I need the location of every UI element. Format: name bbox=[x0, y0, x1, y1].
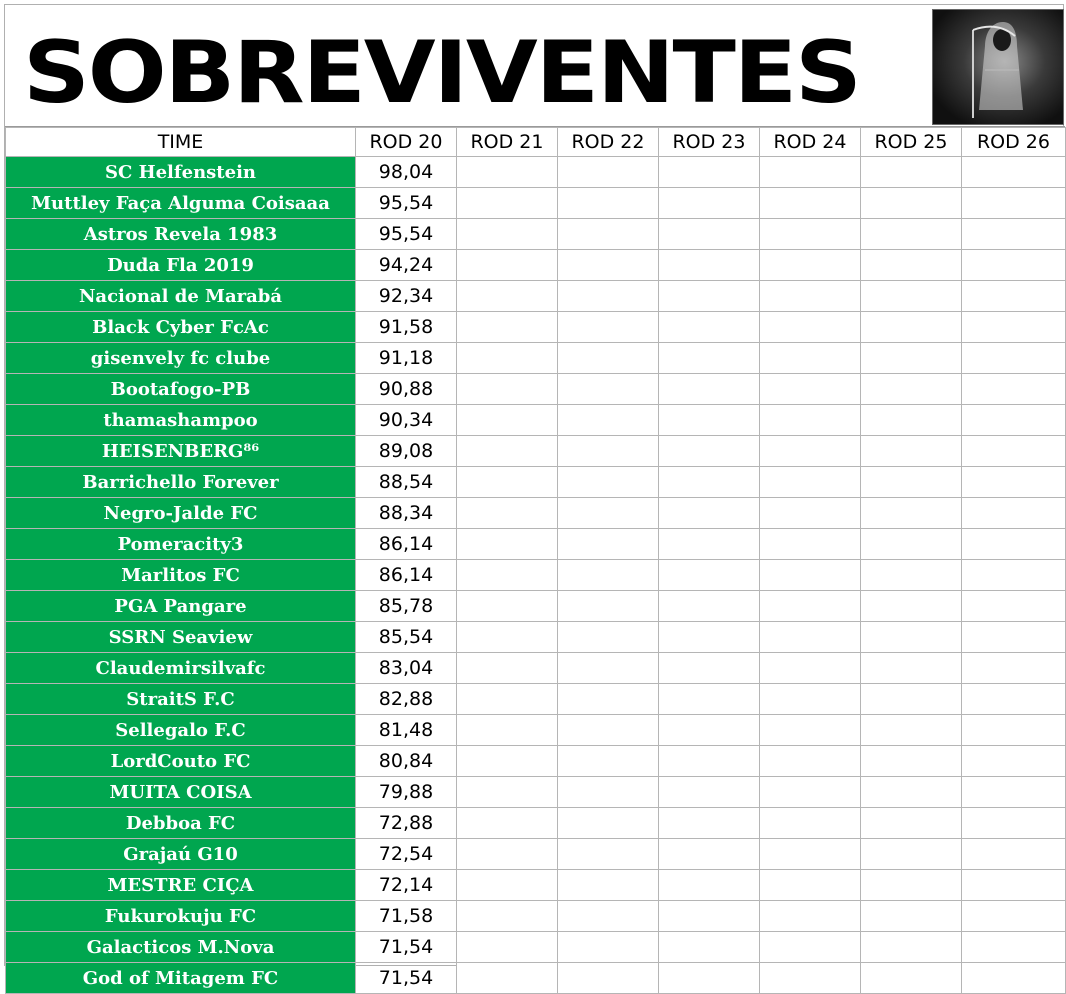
rod24-score-cell bbox=[760, 932, 861, 963]
rod26-score-cell bbox=[962, 839, 1066, 870]
rod21-score-cell bbox=[457, 715, 558, 746]
rod26-score-cell bbox=[962, 963, 1066, 994]
team-name-cell: Bootafogo-PB bbox=[6, 374, 356, 405]
rod24-score-cell bbox=[760, 963, 861, 994]
rod24-score-cell bbox=[760, 529, 861, 560]
table-row bbox=[6, 684, 1066, 715]
rod20-score-cell: 91,18 bbox=[356, 343, 457, 374]
rod25-score-cell bbox=[861, 839, 962, 870]
rod23-score-cell bbox=[659, 715, 760, 746]
rod20-score-cell: 71,54 bbox=[356, 932, 457, 963]
table-row bbox=[6, 529, 1066, 560]
rod26-score-cell bbox=[962, 746, 1066, 777]
table-row bbox=[6, 312, 1066, 343]
team-name-cell: Sellegalo F.C bbox=[6, 715, 356, 746]
rod23-score-cell bbox=[659, 498, 760, 529]
rod22-score-cell bbox=[558, 932, 659, 963]
rod23-score-cell bbox=[659, 405, 760, 436]
rod24-score-cell bbox=[760, 808, 861, 839]
rod20-score-cell: 95,54 bbox=[356, 188, 457, 219]
rod20-score-cell: 89,08 bbox=[356, 436, 457, 467]
team-name-cell: SC Helfenstein bbox=[6, 157, 356, 188]
rod22-score-cell bbox=[558, 219, 659, 250]
grim-reaper-icon bbox=[933, 10, 1063, 124]
rod21-score-cell bbox=[457, 529, 558, 560]
rod23-score-cell bbox=[659, 684, 760, 715]
rod20-score-cell: 85,54 bbox=[356, 622, 457, 653]
column-header-time: TIME bbox=[6, 128, 356, 157]
rod20-score-cell: 71,54 bbox=[356, 963, 457, 994]
rod24-score-cell bbox=[760, 498, 861, 529]
rod21-score-cell bbox=[457, 901, 558, 932]
rod24-score-cell bbox=[760, 343, 861, 374]
rod23-score-cell bbox=[659, 374, 760, 405]
rod20-score-cell: 90,88 bbox=[356, 374, 457, 405]
rod26-score-cell bbox=[962, 870, 1066, 901]
rod23-score-cell bbox=[659, 591, 760, 622]
table-row bbox=[6, 622, 1066, 653]
rod24-score-cell bbox=[760, 405, 861, 436]
column-header-rod-23: ROD 23 bbox=[659, 128, 760, 157]
rod24-score-cell bbox=[760, 467, 861, 498]
rod22-score-cell bbox=[558, 591, 659, 622]
rod20-score-cell: 72,54 bbox=[356, 839, 457, 870]
team-name-cell: Duda Fla 2019 bbox=[6, 250, 356, 281]
table-row bbox=[6, 591, 1066, 622]
rod21-score-cell bbox=[457, 932, 558, 963]
rod26-score-cell bbox=[962, 529, 1066, 560]
team-name-cell: Astros Revela 1983 bbox=[6, 219, 356, 250]
rod20-score-cell: 98,04 bbox=[356, 157, 457, 188]
rod26-score-cell bbox=[962, 312, 1066, 343]
rod21-score-cell bbox=[457, 653, 558, 684]
rod25-score-cell bbox=[861, 188, 962, 219]
rod20-score-cell: 83,04 bbox=[356, 653, 457, 684]
rod26-score-cell bbox=[962, 436, 1066, 467]
rod26-score-cell bbox=[962, 932, 1066, 963]
rod26-score-cell bbox=[962, 498, 1066, 529]
rod26-score-cell bbox=[962, 777, 1066, 808]
rod24-score-cell bbox=[760, 777, 861, 808]
rod26-score-cell bbox=[962, 188, 1066, 219]
table-row bbox=[6, 436, 1066, 467]
rod23-score-cell bbox=[659, 157, 760, 188]
rod24-score-cell bbox=[760, 901, 861, 932]
team-name-cell: MUITA COISA bbox=[6, 777, 356, 808]
rod24-score-cell bbox=[760, 684, 861, 715]
rod20-score-cell: 95,54 bbox=[356, 219, 457, 250]
rod22-score-cell bbox=[558, 374, 659, 405]
rod24-score-cell bbox=[760, 219, 861, 250]
rod20-score-cell: 85,78 bbox=[356, 591, 457, 622]
rod23-score-cell bbox=[659, 963, 760, 994]
rod24-score-cell bbox=[760, 374, 861, 405]
rod24-score-cell bbox=[760, 870, 861, 901]
rod22-score-cell bbox=[558, 312, 659, 343]
rod21-score-cell bbox=[457, 188, 558, 219]
rod23-score-cell bbox=[659, 622, 760, 653]
rod23-score-cell bbox=[659, 436, 760, 467]
rod20-score-cell: 86,14 bbox=[356, 529, 457, 560]
standings-table bbox=[5, 127, 1066, 994]
rod26-score-cell bbox=[962, 281, 1066, 312]
rod26-score-cell bbox=[962, 901, 1066, 932]
rod23-score-cell bbox=[659, 343, 760, 374]
rod20-score-cell: 71,58 bbox=[356, 901, 457, 932]
team-name-cell: God of Mitagem FC bbox=[6, 963, 356, 994]
rod21-score-cell bbox=[457, 219, 558, 250]
rod22-score-cell bbox=[558, 777, 659, 808]
table-row bbox=[6, 808, 1066, 839]
team-name-cell: Barrichello Forever bbox=[6, 467, 356, 498]
rod23-score-cell bbox=[659, 467, 760, 498]
rod21-score-cell bbox=[457, 591, 558, 622]
table-row bbox=[6, 560, 1066, 591]
table-row bbox=[6, 653, 1066, 684]
rod23-score-cell bbox=[659, 808, 760, 839]
table-row bbox=[6, 374, 1066, 405]
rod21-score-cell bbox=[457, 498, 558, 529]
rod25-score-cell bbox=[861, 343, 962, 374]
team-name-cell: Black Cyber FcAc bbox=[6, 312, 356, 343]
rod21-score-cell bbox=[457, 684, 558, 715]
rod25-score-cell bbox=[861, 808, 962, 839]
team-name-cell: Debboa FC bbox=[6, 808, 356, 839]
rod22-score-cell bbox=[558, 343, 659, 374]
table-row bbox=[6, 157, 1066, 188]
rod26-score-cell bbox=[962, 374, 1066, 405]
table-row bbox=[6, 250, 1066, 281]
team-name-cell: Fukurokuju FC bbox=[6, 901, 356, 932]
rod23-score-cell bbox=[659, 250, 760, 281]
rod23-score-cell bbox=[659, 932, 760, 963]
rod22-score-cell bbox=[558, 250, 659, 281]
rod22-score-cell bbox=[558, 281, 659, 312]
team-name-cell: Grajaú G10 bbox=[6, 839, 356, 870]
rod24-score-cell bbox=[760, 436, 861, 467]
rod25-score-cell bbox=[861, 715, 962, 746]
rod22-score-cell bbox=[558, 839, 659, 870]
rod24-score-cell bbox=[760, 281, 861, 312]
team-name-cell: LordCouto FC bbox=[6, 746, 356, 777]
rod23-score-cell bbox=[659, 219, 760, 250]
rod21-score-cell bbox=[457, 808, 558, 839]
rod24-score-cell bbox=[760, 653, 861, 684]
rod24-score-cell bbox=[760, 560, 861, 591]
rod22-score-cell bbox=[558, 684, 659, 715]
rod22-score-cell bbox=[558, 653, 659, 684]
spreadsheet bbox=[4, 4, 1064, 989]
rod22-score-cell bbox=[558, 963, 659, 994]
team-name-cell: thamashampoo bbox=[6, 405, 356, 436]
table-row bbox=[6, 343, 1066, 374]
header-row bbox=[6, 128, 1066, 157]
title-row bbox=[5, 5, 1065, 127]
rod20-score-cell: 72,14 bbox=[356, 870, 457, 901]
table-row bbox=[6, 188, 1066, 219]
team-name-cell: Muttley Faça Alguma Coisaaa bbox=[6, 188, 356, 219]
rod22-score-cell bbox=[558, 715, 659, 746]
table-row bbox=[6, 870, 1066, 901]
rod21-score-cell bbox=[457, 560, 558, 591]
rod20-score-cell: 81,48 bbox=[356, 715, 457, 746]
rod22-score-cell bbox=[558, 529, 659, 560]
table-row bbox=[6, 901, 1066, 932]
rod25-score-cell bbox=[861, 498, 962, 529]
rod22-score-cell bbox=[558, 188, 659, 219]
rod20-score-cell: 79,88 bbox=[356, 777, 457, 808]
table-row bbox=[6, 746, 1066, 777]
rod25-score-cell bbox=[861, 157, 962, 188]
rod22-score-cell bbox=[558, 467, 659, 498]
rod25-score-cell bbox=[861, 622, 962, 653]
rod24-score-cell bbox=[760, 188, 861, 219]
rod21-score-cell bbox=[457, 250, 558, 281]
rod26-score-cell bbox=[962, 467, 1066, 498]
rod24-score-cell bbox=[760, 839, 861, 870]
rod25-score-cell bbox=[861, 777, 962, 808]
table-row bbox=[6, 467, 1066, 498]
column-header-rod-22: ROD 22 bbox=[558, 128, 659, 157]
rod26-score-cell bbox=[962, 808, 1066, 839]
grim-reaper-image bbox=[932, 9, 1064, 125]
page-title: SOBREVIVENTES bbox=[23, 23, 860, 123]
rod22-score-cell bbox=[558, 157, 659, 188]
table-row bbox=[6, 839, 1066, 870]
table-row bbox=[6, 932, 1066, 963]
column-header-rod-25: ROD 25 bbox=[861, 128, 962, 157]
column-header-rod-21: ROD 21 bbox=[457, 128, 558, 157]
rod24-score-cell bbox=[760, 250, 861, 281]
rod21-score-cell bbox=[457, 343, 558, 374]
rod25-score-cell bbox=[861, 591, 962, 622]
rod26-score-cell bbox=[962, 157, 1066, 188]
rod20-score-cell: 92,34 bbox=[356, 281, 457, 312]
rod22-score-cell bbox=[558, 405, 659, 436]
rod20-score-cell: 88,34 bbox=[356, 498, 457, 529]
team-name-cell: Negro-Jalde FC bbox=[6, 498, 356, 529]
team-name-cell: MESTRE CIÇA bbox=[6, 870, 356, 901]
rod20-score-cell: 88,54 bbox=[356, 467, 457, 498]
rod21-score-cell bbox=[457, 870, 558, 901]
rod25-score-cell bbox=[861, 436, 962, 467]
rod26-score-cell bbox=[962, 684, 1066, 715]
team-name-cell: SSRN Seaview bbox=[6, 622, 356, 653]
rod20-score-cell: 80,84 bbox=[356, 746, 457, 777]
rod25-score-cell bbox=[861, 529, 962, 560]
table-row bbox=[6, 715, 1066, 746]
rod24-score-cell bbox=[760, 715, 861, 746]
rod20-score-cell: 86,14 bbox=[356, 560, 457, 591]
rod25-score-cell bbox=[861, 901, 962, 932]
rod26-score-cell bbox=[962, 219, 1066, 250]
rod25-score-cell bbox=[861, 653, 962, 684]
team-name-cell: Nacional de Marabá bbox=[6, 281, 356, 312]
rod25-score-cell bbox=[861, 870, 962, 901]
rod26-score-cell bbox=[962, 653, 1066, 684]
team-name-cell: PGA Pangare bbox=[6, 591, 356, 622]
rod25-score-cell bbox=[861, 405, 962, 436]
rod20-score-cell: 94,24 bbox=[356, 250, 457, 281]
table-row bbox=[6, 405, 1066, 436]
rod25-score-cell bbox=[861, 746, 962, 777]
team-name-cell: Marlitos FC bbox=[6, 560, 356, 591]
rod20-score-cell: 90,34 bbox=[356, 405, 457, 436]
rod26-score-cell bbox=[962, 591, 1066, 622]
rod21-score-cell bbox=[457, 374, 558, 405]
table-row bbox=[6, 963, 1066, 994]
rod22-score-cell bbox=[558, 870, 659, 901]
rod23-score-cell bbox=[659, 560, 760, 591]
rod25-score-cell bbox=[861, 281, 962, 312]
rod20-score-cell: 72,88 bbox=[356, 808, 457, 839]
rod23-score-cell bbox=[659, 901, 760, 932]
rod22-score-cell bbox=[558, 746, 659, 777]
rod24-score-cell bbox=[760, 622, 861, 653]
rod23-score-cell bbox=[659, 188, 760, 219]
rod25-score-cell bbox=[861, 219, 962, 250]
team-name-cell: Claudemirsilvafc bbox=[6, 653, 356, 684]
table-row bbox=[6, 281, 1066, 312]
rod23-score-cell bbox=[659, 839, 760, 870]
rod22-score-cell bbox=[558, 498, 659, 529]
rod21-score-cell bbox=[457, 157, 558, 188]
rod25-score-cell bbox=[861, 932, 962, 963]
team-name-cell: Galacticos M.Nova bbox=[6, 932, 356, 963]
rod25-score-cell bbox=[861, 374, 962, 405]
rod26-score-cell bbox=[962, 715, 1066, 746]
rod25-score-cell bbox=[861, 963, 962, 994]
rod22-score-cell bbox=[558, 436, 659, 467]
rod25-score-cell bbox=[861, 467, 962, 498]
column-header-rod-26: ROD 26 bbox=[962, 128, 1066, 157]
table-row bbox=[6, 777, 1066, 808]
rod21-score-cell bbox=[457, 467, 558, 498]
rod25-score-cell bbox=[861, 560, 962, 591]
rod20-score-cell: 91,58 bbox=[356, 312, 457, 343]
rod20-score-cell: 82,88 bbox=[356, 684, 457, 715]
rod23-score-cell bbox=[659, 653, 760, 684]
rod26-score-cell bbox=[962, 343, 1066, 374]
rod26-score-cell bbox=[962, 250, 1066, 281]
rod23-score-cell bbox=[659, 777, 760, 808]
rod25-score-cell bbox=[861, 312, 962, 343]
rod21-score-cell bbox=[457, 777, 558, 808]
table-body bbox=[6, 157, 1066, 994]
table-row bbox=[6, 219, 1066, 250]
rod24-score-cell bbox=[760, 312, 861, 343]
rod23-score-cell bbox=[659, 529, 760, 560]
rod23-score-cell bbox=[659, 746, 760, 777]
team-name-cell: gisenvely fc clube bbox=[6, 343, 356, 374]
rod21-score-cell bbox=[457, 746, 558, 777]
column-header-rod-24: ROD 24 bbox=[760, 128, 861, 157]
rod24-score-cell bbox=[760, 157, 861, 188]
rod23-score-cell bbox=[659, 312, 760, 343]
rod23-score-cell bbox=[659, 281, 760, 312]
rod21-score-cell bbox=[457, 839, 558, 870]
rod26-score-cell bbox=[962, 560, 1066, 591]
table-row bbox=[6, 498, 1066, 529]
column-header-rod-20: ROD 20 bbox=[356, 128, 457, 157]
rod22-score-cell bbox=[558, 622, 659, 653]
rod21-score-cell bbox=[457, 622, 558, 653]
rod22-score-cell bbox=[558, 901, 659, 932]
rod21-score-cell bbox=[457, 405, 558, 436]
rod21-score-cell bbox=[457, 312, 558, 343]
rod22-score-cell bbox=[558, 560, 659, 591]
rod21-score-cell bbox=[457, 963, 558, 994]
rod23-score-cell bbox=[659, 870, 760, 901]
rod24-score-cell bbox=[760, 591, 861, 622]
rod21-score-cell bbox=[457, 281, 558, 312]
rod26-score-cell bbox=[962, 622, 1066, 653]
rod26-score-cell bbox=[962, 405, 1066, 436]
rod25-score-cell bbox=[861, 250, 962, 281]
rod22-score-cell bbox=[558, 808, 659, 839]
rod25-score-cell bbox=[861, 684, 962, 715]
rod21-score-cell bbox=[457, 436, 558, 467]
rod24-score-cell bbox=[760, 746, 861, 777]
team-name-cell: StraitS F.C bbox=[6, 684, 356, 715]
team-name-cell: Pomeracity3 bbox=[6, 529, 356, 560]
team-name-cell: HEISENBERG⁸⁶ bbox=[6, 436, 356, 467]
